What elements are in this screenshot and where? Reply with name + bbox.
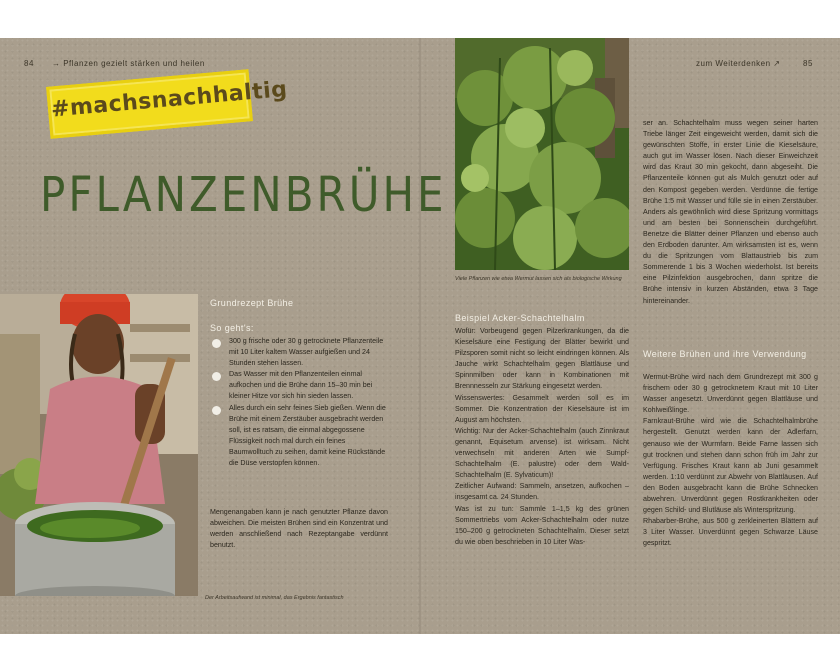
recipe-step-text: Das Wasser mit den Pflanzenteilen einmal aufkochen und die Brühe dann 15–30 min bei kleiner Hitze vor sich hin sieden lassen.	[229, 370, 373, 401]
hashtag-sticker	[46, 69, 289, 138]
recipe-step-text: Alles durch ein sehr feines Sieb gießen. Wenn die Brühe mit einem Zerstäuber ausgebracht werden soll, ist es ratsam, die einmal abgegossene Flüssigkeit noch mal durch ein feines Baumwolltuch zu seihen, damit keine Rückstände die Düse verstopfen können.	[229, 403, 386, 468]
left-running-title: → Pflanzen gezielt stärken und heilen	[52, 59, 205, 68]
page-title: PFLANZENBRÜHE	[40, 166, 447, 223]
left-photo-caption: Der Arbeitsaufwand ist minimal, das Ergebnis fantastisch	[205, 595, 344, 601]
recipe-step	[210, 403, 388, 470]
recipe-steps	[210, 336, 388, 469]
right-heading: Weitere Brühen und ihre Verwendung	[643, 349, 807, 359]
middle-body	[455, 326, 629, 548]
paragraph: Farnkraut-Brühe wird wie die Schachtelhalmbrühe hergestellt. Genutzt werden kann der Adlerfarn, genauso wie der Wurmfarn. Beide Farne lassen sich gut trocknen und stehen dann schon früh im Jahr zur Verfügung. Frisches Kraut kann ab Juni gesammelt werden. 1:10 verdünnt zur Abwehr von Blattläusen. Auf den Boden ausgebracht kann die Brühe Schnecken abwehren. Unverdünnt gegen Rostkrankheiten oder gegen Schild- und Blutläuse als Winterspritzung.	[643, 417, 818, 515]
recipe-step-text: 300 g frische oder 30 g getrocknete Pflanzenteile mit 10 Liter kaltem Wasser aufgießen und 24 Stunden stehen lassen.	[229, 337, 384, 368]
book-spread	[0, 38, 840, 634]
recipe-heading: Grundrezept Brühe	[210, 298, 294, 308]
photo-plants	[455, 38, 629, 270]
paragraph: Wissenswertes: Gesammelt werden soll es im Sommer. Die Konzentration der Kieselsäure ist im August am höchsten.	[455, 393, 629, 424]
right-running-title: zum Weiterdenken ↗	[696, 59, 781, 68]
paragraph: ser an. Schachtelhalm muss wegen seiner harten Triebe länger Zeit eingeweicht werden, damit sich die gewünschten Stoffe, in erster Linie die Kieselsäure, auch gut im Wasser lösen. Nach dieser Einweichzeit wird das Kraut 30 min gekocht, dann abgeseiht. Die Pflanzenteile können gut als Mulch genutzt oder auf den Kompost gegeben werden. Verdünne die fertige Brühe 1:5 mit Wasser und fülle sie in einen Zerstäuber. Anders als gewöhnlich wird diese Spritzung vormittags und am besten bei Sonnenschein durchgeführt. Benetze die Blätter deiner Pflanzen und ebenso auch den Erdboden darunter. Am wirksamsten ist es, wenn du die Spritzungen vom Blattaustrieb bis zum Sommerende 1 bis 3 Wochen wiederholst. Ist bereits eine Pilzinfektion ausgebrochen, dann spritze die Brühe intensiv in kurzen Abständen, etwa 3 Tage hintereinander.	[643, 119, 818, 305]
recipe-step	[210, 336, 388, 369]
middle-heading: Beispiel Acker-Schachtelhalm	[455, 313, 585, 323]
right-photo-caption: Viele Pflanzen wie etwa Wermut lassen sich als biologische Wirkung	[455, 276, 622, 282]
recipe-subheading: So geht's:	[210, 323, 254, 333]
paragraph: Wermut-Brühe wird nach dem Grundrezept mit 300 g frischem oder 30 g getrocknetem Kraut mit 10 Liter Wasser angesetzt. Unverdünnt gegen Blattläuse und Kohlweißlinge.	[643, 373, 818, 415]
recipe-step	[210, 369, 388, 402]
hashtag-text: #machsnachhaltig	[50, 76, 289, 123]
left-page-number: 84	[24, 59, 34, 68]
paragraph: Was ist zu tun: Sammle 1–1,5 kg des grünen Sommertriebs vom Acker-Schachtelhalm oder nutze 150–200 g getrockneten Schachtelhalm. Dieser setzt du wie oben beschrieben in 10 Liter Was-	[455, 504, 629, 546]
bullet-dot	[212, 339, 221, 348]
bullet-dot	[212, 406, 221, 415]
right-page-number: 85	[803, 59, 813, 68]
recipe-closing: Mengenangaben kann je nach genutzter Pflanze davon abweichen. Die meisten Brühen sind ein Konzentrat und werden anschließend nach Rezeptangabe verdünnt benutzt.	[210, 508, 388, 550]
photo-plants-image	[455, 38, 629, 270]
page-gutter	[419, 38, 421, 634]
right-body-top	[643, 118, 818, 307]
paragraph: Wichtig: Nur der Acker-Schachtelhalm (auch Zinnkraut genannt, Equisetum arvense) ist wirksam. Nicht verwechseln mit anderen Arten wie Sumpf-Schachtelhalm (E. palustre) oder dem Wald-Schachtelhalm (E. Sylvaticum)!	[455, 426, 629, 480]
photo-person-stirring-pot	[0, 294, 198, 596]
photo-person-stirring-pot-image	[0, 294, 198, 596]
paragraph: Zeitlicher Aufwand: Sammeln, ansetzen, aufkochen – insgesamt ca. 24 Stunden.	[455, 482, 629, 502]
right-body-bottom	[643, 372, 818, 550]
paragraph: Wofür: Vorbeugend gegen Pilzerkrankungen, da die Kieselsäure eine Festigung der Blätter bewirkt und Pilzsporen somit nicht so leicht eindringen können. Als Jauche wirkt Schachtelhalm gegen Blattläuse und Spinnmilben oder kann in Kombinationen mit Brennnesseln zur Stärkung eingesetzt werden.	[455, 327, 629, 391]
bullet-dot	[212, 372, 221, 381]
paragraph: Rhabarber-Brühe, aus 500 g zerkleinerten Blättern auf 3 Liter Wasser. Unverdünnt gegen Schwarze Läuse gespritzt.	[643, 517, 818, 548]
